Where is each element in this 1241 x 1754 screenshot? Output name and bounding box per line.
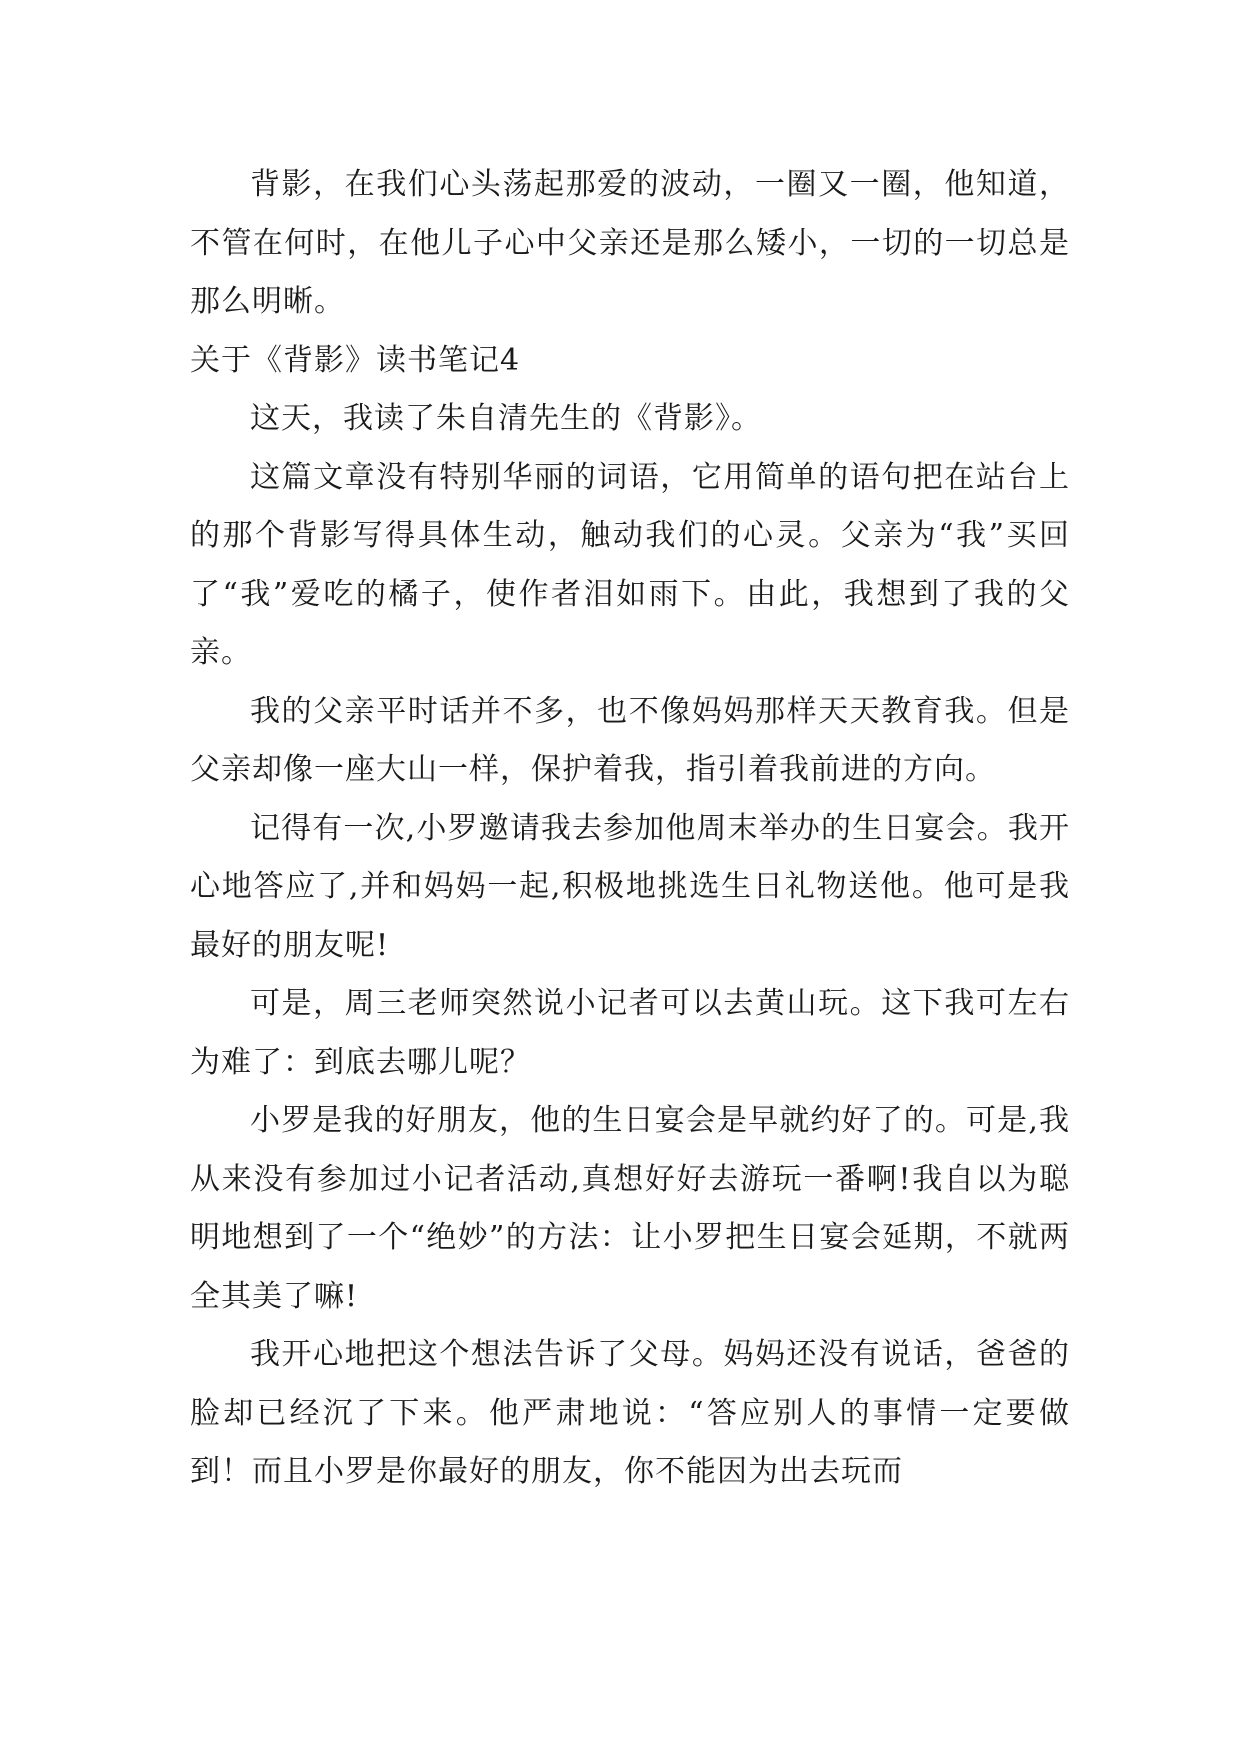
paragraph-plan: 小罗是我的好朋友，他的生日宴会是早就约好了的。可是,我从来没有参加过小记者活动,真想好好去游玩一番啊!我自以为聪明地想到了一个“绝妙”的方法：让小罗把生日宴会延期，不就两全其美了嘛!: [190, 1103, 1070, 1314]
paragraph-father-response: 我开心地把这个想法告诉了父母。妈妈还没有说话，爸爸的脸却已经沉了下来。他严肃地说：“答应别人的事情一定要做到！而且小罗是你最好的朋友，你不能因为出去玩而: [190, 1337, 1070, 1489]
paragraph-birthday-invite: 记得有一次,小罗邀请我去参加他周末举办的生日宴会。我开心地答应了,并和妈妈一起,积极地挑选生日礼物送他。他可是我最好的朋友呢!: [190, 810, 1070, 963]
paragraph-my-father: 我的父亲平时话并不多，也不像妈妈那样天天教育我。但是父亲却像一座大山一样，保护着我，指引着我前进的方向。: [190, 693, 1070, 787]
paragraph-article-summary: 这篇文章没有特别华丽的词语，它用简单的语句把在站台上的那个背影写得具体生动，触动我们的心灵。父亲为“我”买回了“我”爱吃的橘子，使作者泪如雨下。由此，我想到了我的父亲。: [190, 459, 1070, 670]
paragraph-closing-reflection: 背影，在我们心头荡起那爱的波动，一圈又一圈，他知道，不管在何时，在他儿子心中父亲还是那么矮小，一切的一切总是那么明晰。: [190, 167, 1070, 319]
paragraph-intro: 这天，我读了朱自清先生的《背影》。: [250, 401, 762, 436]
document-body: [190, 156, 1070, 1502]
section-heading: 关于《背影》读书笔记4: [190, 342, 521, 378]
paragraph-dilemma: 可是，周三老师突然说小记者可以去黄山玩。这下我可左右为难了：到底去哪儿呢？: [190, 986, 1070, 1080]
